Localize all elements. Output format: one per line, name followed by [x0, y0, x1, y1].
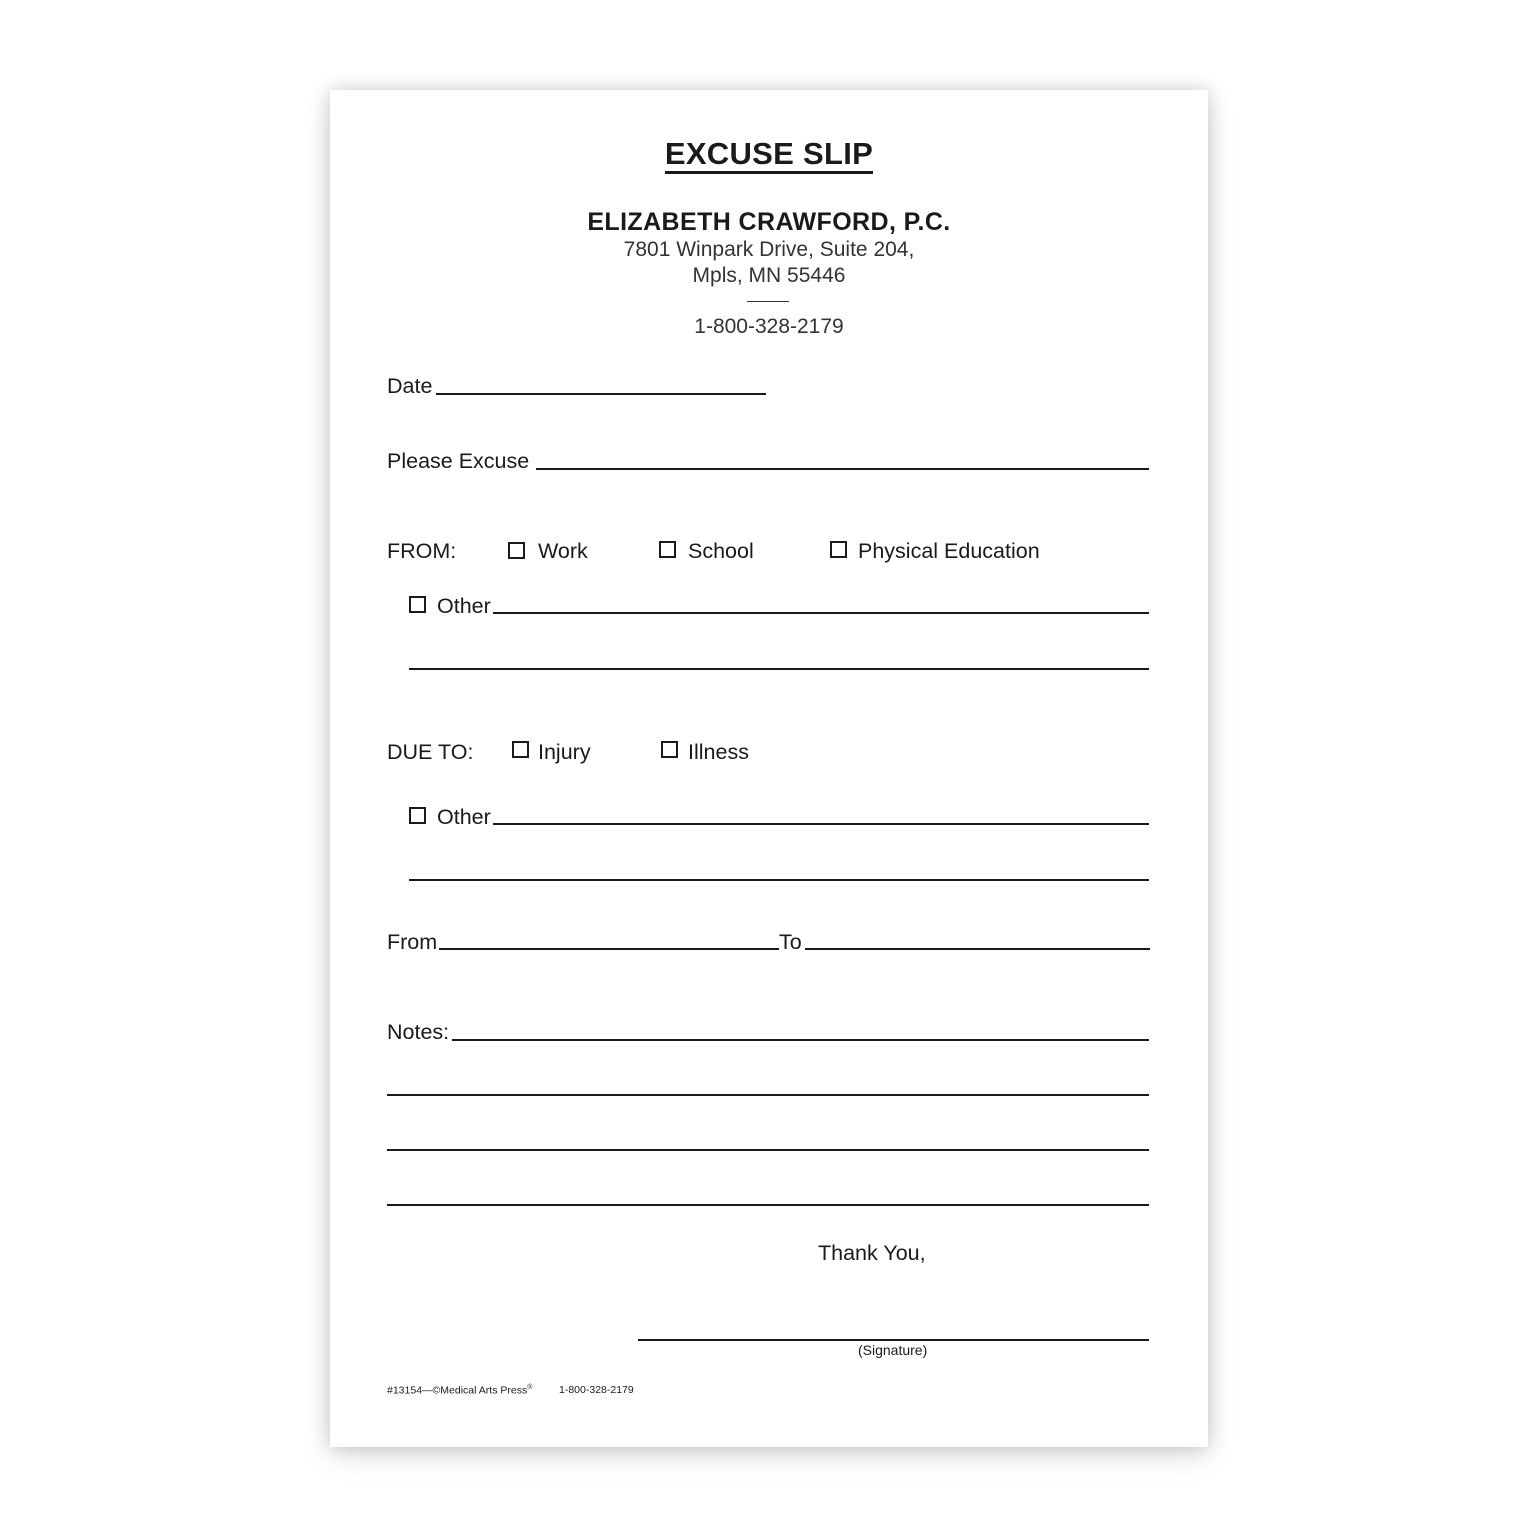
- injury-option-label: Injury: [538, 740, 591, 764]
- please-excuse-field[interactable]: [536, 468, 1149, 470]
- thank-you-text: Thank You,: [818, 1241, 926, 1265]
- from-other-label: Other: [437, 594, 491, 618]
- from-date-field[interactable]: [439, 948, 779, 950]
- practice-address-line1: 7801 Winpark Drive, Suite 204,: [623, 238, 915, 261]
- practice-address-line2: Mpls, MN 55446: [692, 264, 846, 287]
- physical-education-checkbox[interactable]: [830, 541, 847, 558]
- from-other-checkbox[interactable]: [409, 596, 426, 613]
- due-to-other-field-line2[interactable]: [409, 879, 1149, 881]
- due-to-other-field[interactable]: [493, 823, 1149, 825]
- notes-line-4[interactable]: [387, 1204, 1149, 1206]
- footer-phone: 1-800-328-2179: [559, 1384, 634, 1396]
- to-date-field[interactable]: [805, 948, 1150, 950]
- work-option-label: Work: [538, 539, 588, 563]
- due-to-section-label: DUE TO:: [387, 740, 474, 764]
- illness-checkbox[interactable]: [661, 741, 678, 758]
- school-option-label: School: [688, 539, 754, 563]
- physical-education-option-label: Physical Education: [858, 539, 1040, 563]
- to-date-label: To: [779, 930, 802, 954]
- from-date-label: From: [387, 930, 438, 954]
- signature-field[interactable]: [638, 1339, 1149, 1341]
- from-section-label: FROM:: [387, 539, 457, 563]
- please-excuse-label: Please Excuse: [387, 449, 530, 473]
- due-to-other-label: Other: [437, 805, 491, 829]
- form-title: EXCUSE SLIP: [330, 136, 1208, 172]
- illness-option-label: Illness: [688, 740, 749, 764]
- practice-phone: 1-800-328-2179: [694, 315, 844, 338]
- notes-field[interactable]: [452, 1039, 1149, 1041]
- footer-form-number: #13154—©Medical Arts Press®: [387, 1384, 533, 1397]
- work-checkbox[interactable]: [508, 542, 525, 559]
- registered-mark: ®: [527, 1384, 533, 1391]
- excuse-slip-form: [330, 90, 1208, 1447]
- school-checkbox[interactable]: [659, 541, 676, 558]
- notes-line-2[interactable]: [387, 1094, 1149, 1096]
- notes-label: Notes:: [387, 1020, 450, 1044]
- injury-checkbox[interactable]: [512, 741, 529, 758]
- from-other-field-line2[interactable]: [409, 668, 1149, 670]
- signature-label: (Signature): [858, 1342, 928, 1358]
- address-divider: [747, 301, 789, 302]
- date-label: Date: [387, 374, 433, 398]
- from-other-field[interactable]: [493, 612, 1149, 614]
- due-to-other-checkbox[interactable]: [409, 807, 426, 824]
- practice-name: ELIZABETH CRAWFORD, P.C.: [587, 208, 951, 236]
- date-field[interactable]: [436, 393, 766, 395]
- notes-line-3[interactable]: [387, 1149, 1149, 1151]
